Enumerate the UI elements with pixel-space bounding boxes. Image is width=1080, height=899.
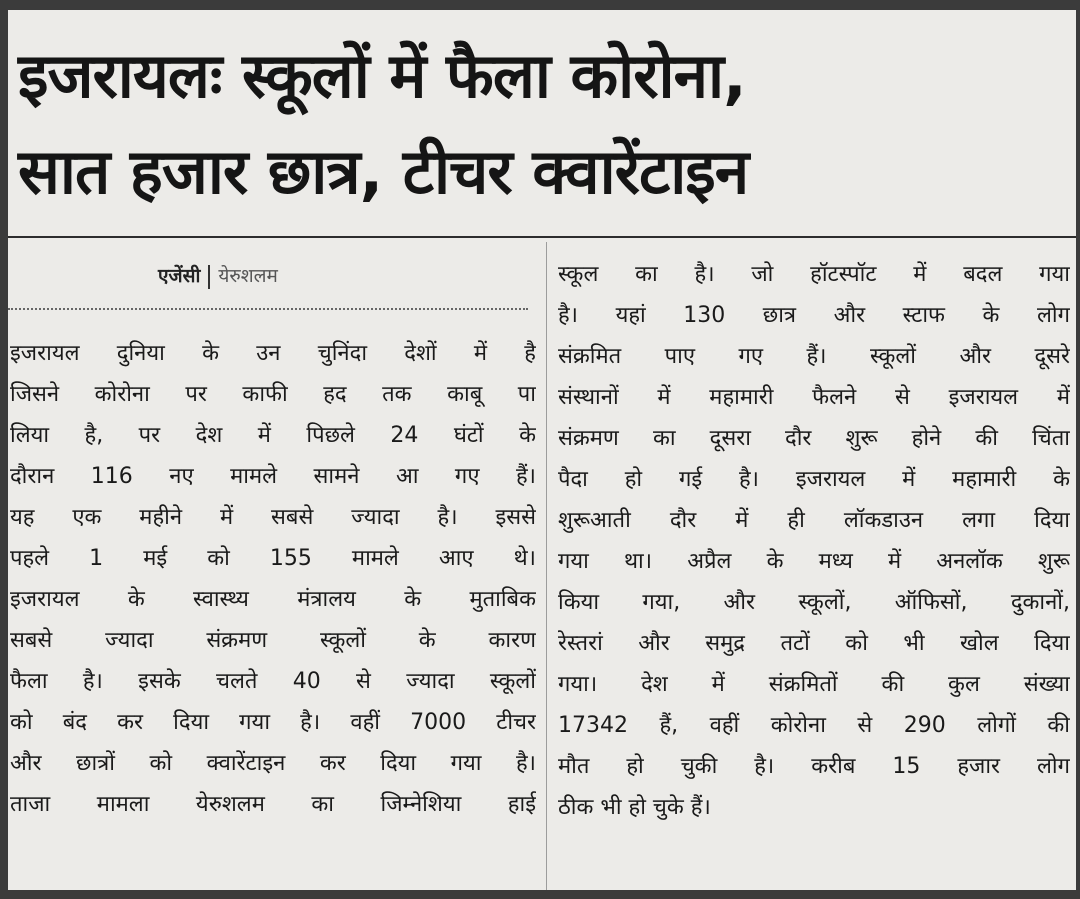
article-column-left xyxy=(10,333,536,825)
headline-rule xyxy=(8,236,1076,238)
article-line: 17342 हैं, वहीं कोरोना से 290 लोगों की xyxy=(558,713,1070,738)
article-line: ठीक भी हो चुके हैं। xyxy=(558,795,711,820)
article-line: संस्थानों में महामारी फैलने से इजरायल में xyxy=(558,385,1070,410)
article-line: स्कूल का है। जो हॉटस्पॉट में बदल गया xyxy=(558,262,1070,287)
dotted-divider xyxy=(8,308,528,310)
article-line: मौत हो चुकी है। करीब 15 हजार लोग xyxy=(558,754,1070,779)
byline-separator xyxy=(208,265,210,289)
article-line: संक्रमण का दूसरा दौर शुरू होने की चिंता xyxy=(558,426,1070,451)
article-line: लिया है, पर देश में पिछले 24 घंटों के xyxy=(10,423,536,448)
article-line: दौरान 116 नए मामले सामने आ गए हैं। xyxy=(10,464,536,489)
byline xyxy=(158,262,278,289)
byline-agency: एजेंसी xyxy=(158,265,201,287)
article-line: गया। देश में संक्रमितों की कुल संख्या xyxy=(558,672,1070,697)
newspaper-clipping xyxy=(8,10,1076,890)
article-column-right xyxy=(558,254,1070,828)
article-line: संक्रमित पाए गए हैं। स्कूलों और दूसरे xyxy=(558,344,1070,369)
headline-line-2: सात हजार छात्र, टीचर क्वारेंटाइन xyxy=(18,135,749,208)
article-line: को बंद कर दिया गया है। वहीं 7000 टीचर xyxy=(10,710,536,735)
article-line: पहले 1 मई को 155 मामले आए थे। xyxy=(10,546,536,571)
article-line: और छात्रों को क्वारेंटाइन कर दिया गया है। xyxy=(10,751,536,776)
headline xyxy=(18,28,1068,220)
article-line: शुरूआती दौर में ही लॉकडाउन लगा दिया xyxy=(558,508,1070,533)
article-line: जिसने कोरोना पर काफी हद तक काबू पा xyxy=(10,382,536,407)
article-line: सबसे ज्यादा संक्रमण स्कूलों के कारण xyxy=(10,628,536,653)
article-line: यह एक महीने में सबसे ज्यादा है। इससे xyxy=(10,505,536,530)
article-line: इजरायल के स्वास्थ्य मंत्रालय के मुताबिक xyxy=(10,587,536,612)
byline-place: येरुशलम xyxy=(218,265,278,287)
article-line: पैदा हो गई है। इजरायल में महामारी के xyxy=(558,467,1070,492)
article-line: ताजा मामला येरुशलम का जिम्नेशिया हाई xyxy=(10,792,536,817)
article-line: किया गया, और स्कूलों, ऑफिसों, दुकानों, xyxy=(558,590,1070,615)
headline-line-1: इजरायलः स्कूलों में फैला कोरोना, xyxy=(18,39,746,112)
column-divider xyxy=(546,242,547,890)
article-line: रेस्तरां और समुद्र तटों को भी खोल दिया xyxy=(558,631,1070,656)
article-line: है। यहां 130 छात्र और स्टाफ के लोग xyxy=(558,303,1070,328)
article-line: फैला है। इसके चलते 40 से ज्यादा स्कूलों xyxy=(10,669,536,694)
article-line: इजरायल दुनिया के उन चुनिंदा देशों में है xyxy=(10,341,536,366)
article-line: गया था। अप्रैल के मध्य में अनलॉक शुरू xyxy=(558,549,1070,574)
